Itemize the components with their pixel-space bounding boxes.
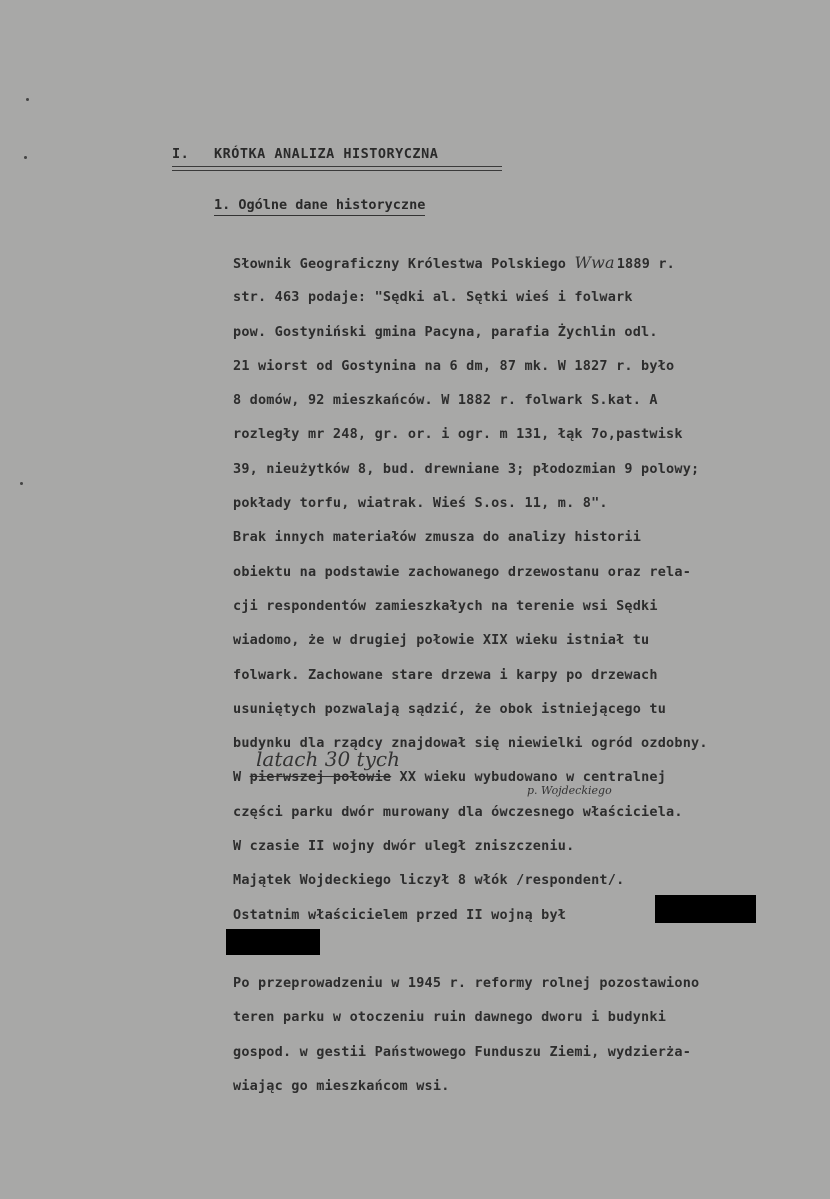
text-line: pow. Gostyniński gmina Pacyna, parafia Żychlin odl. bbox=[233, 323, 658, 340]
text-line: cji respondentów zamieszkałych na terenie wsi Sędki bbox=[233, 597, 658, 614]
text-line: Po przeprowadzeniu w 1945 r. reformy rolnej pozostawiono bbox=[233, 974, 700, 991]
section-number: I. bbox=[172, 146, 190, 162]
text-fragment: 1889 r. bbox=[616, 256, 676, 272]
text-line: W czasie II wojny dwór uległ zniszczeniu. bbox=[233, 838, 575, 855]
text-line: Brak innych materiałów zmusza do analizy historii bbox=[233, 529, 642, 546]
margin-dot bbox=[24, 156, 27, 159]
subsection-title: 1. Ogólne dane historyczne bbox=[214, 197, 425, 216]
text-line: Majątek Wojdeckiego liczył 8 włók /respondent/. bbox=[233, 872, 625, 889]
text-line: budynku dla rządcy znajdował się niewielki ogród ozdobny. bbox=[233, 735, 708, 752]
blank-line bbox=[233, 932, 823, 966]
text-line: części parku dwór murowany dla ówczesnego właściciela. bbox=[233, 803, 683, 820]
text-line: wiadomo, że w drugiej połowie XIX wieku istniał tu bbox=[233, 632, 650, 649]
struck-text: pierwszej połowie bbox=[249, 769, 392, 786]
text-line: rozległy mr 248, gr. or. i ogr. m 131, łąk 7o,pastwisk bbox=[233, 426, 683, 443]
margin-dot bbox=[20, 482, 23, 485]
text-fragment: XX wieku wybudowano w centralnej bbox=[391, 769, 667, 786]
text-fragment: W bbox=[233, 769, 250, 786]
text-line: obiektu na podstawie zachowanego drzewostanu oraz rela- bbox=[233, 563, 692, 580]
text-line: folwark. Zachowane stare drzewa i karpy po drzewach bbox=[233, 666, 658, 683]
text-line: 8 domów, 92 mieszkańców. W 1882 r. folwark S.kat. A bbox=[233, 392, 658, 409]
text-line: 21 wiorst od Gostynina na 6 dm, 87 mk. W 1827 r. było bbox=[233, 357, 675, 374]
margin-dot bbox=[26, 98, 29, 101]
text-line: pokłady torfu, wiatrak. Wieś S.os. 11, m. 8". bbox=[233, 495, 608, 512]
text-line: 39, nieużytków 8, bud. drewniane 3; płodozmian 9 polowy; bbox=[233, 460, 700, 477]
text-line bbox=[233, 246, 823, 280]
handwritten-latach: latach 30 tych bbox=[256, 747, 400, 771]
text-fragment: Słownik Geograficzny Królestwa Polskiego bbox=[233, 256, 575, 272]
section-title: KRÓTKA ANALIZA HISTORYCZNA bbox=[214, 146, 439, 162]
text-line: teren parku w otoczeniu ruin dawnego dworu i budynki bbox=[233, 1009, 667, 1026]
redaction-box bbox=[655, 895, 756, 923]
text-line: str. 463 podaje: "Sędki al. Sętki wieś i folwark bbox=[233, 289, 633, 306]
section-heading bbox=[172, 146, 438, 162]
text-line: wiając go mieszkańcom wsi. bbox=[233, 1077, 450, 1094]
redaction-box bbox=[226, 929, 320, 955]
heading-double-underline bbox=[172, 166, 502, 171]
handwritten-wojdeckiego: p. Wojdeckiego bbox=[527, 784, 612, 797]
text-line: usuniętych pozwalają sądzić, że obok istniejącego tu bbox=[233, 700, 667, 717]
text-line: gospod. w gestii Państwowego Funduszu Ziemi, wydzierża- bbox=[233, 1043, 692, 1060]
handwritten-wwa: Wwa bbox=[574, 253, 615, 272]
text-line: Ostatnim właścicielem przed II wojną był bbox=[233, 906, 567, 923]
body-text bbox=[233, 246, 823, 1103]
